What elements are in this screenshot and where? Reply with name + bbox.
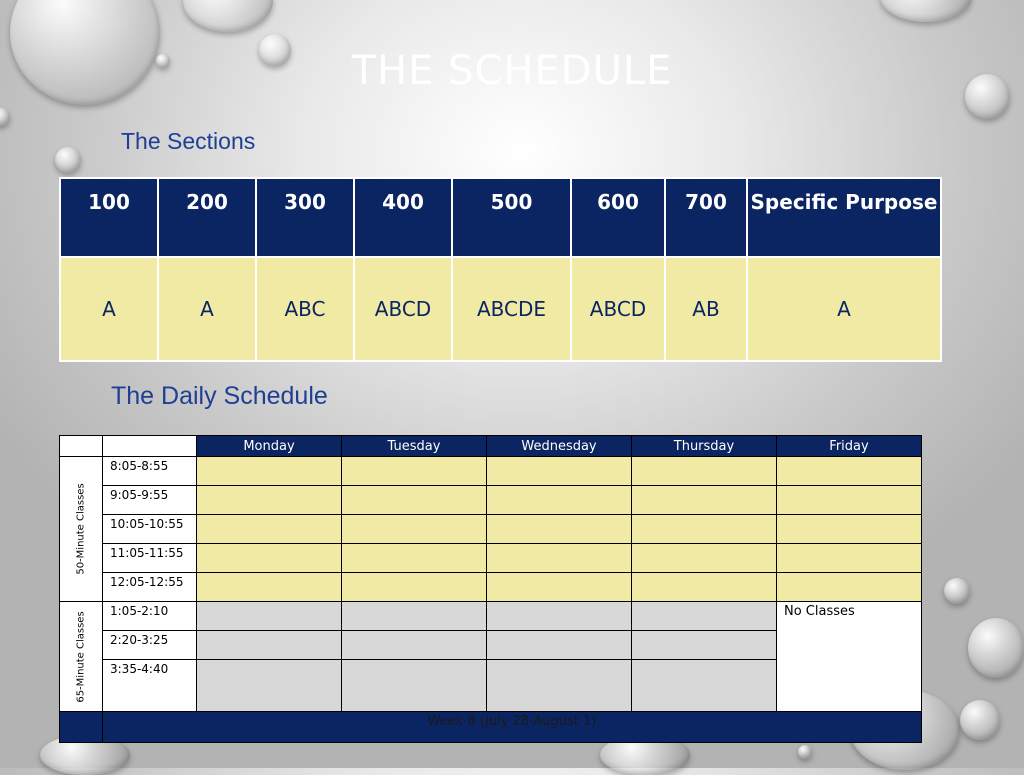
- water-drop-decoration: [183, 0, 273, 32]
- water-drop-decoration: [0, 108, 10, 126]
- schedule-cell: [777, 544, 922, 573]
- water-drop-decoration: [880, 0, 972, 22]
- section-value-cell: A: [158, 257, 256, 361]
- schedule-cell: [197, 602, 342, 631]
- footer-corner-cell: [60, 712, 103, 743]
- schedule-cell: [777, 573, 922, 602]
- schedule-cell: [632, 573, 777, 602]
- time-slot: 3:35-4:40: [103, 660, 197, 712]
- schedule-cell: [197, 515, 342, 544]
- section-value-cell: AB: [665, 257, 747, 361]
- time-slot: 9:05-9:55: [103, 486, 197, 515]
- schedule-cell: [777, 457, 922, 486]
- schedule-cell: [342, 457, 487, 486]
- schedule-cell: [197, 457, 342, 486]
- water-drop-decoration: [944, 578, 970, 604]
- time-slot: 12:05-12:55: [103, 573, 197, 602]
- day-header-tuesday: Tuesday: [342, 436, 487, 457]
- table-row: [60, 515, 922, 544]
- group-label-65-minute: [60, 602, 103, 712]
- sections-table: [59, 177, 942, 362]
- schedule-cell: [632, 631, 777, 660]
- table-row: [60, 544, 922, 573]
- sections-value-row: [60, 257, 941, 361]
- table-row: [60, 486, 922, 515]
- section-value-cell: ABC: [256, 257, 354, 361]
- schedule-cell: [342, 515, 487, 544]
- schedule-cell: [197, 631, 342, 660]
- schedule-cell: [197, 486, 342, 515]
- section-header-cell: 600: [571, 178, 665, 257]
- section-value-cell: ABCD: [354, 257, 452, 361]
- day-header-thursday: Thursday: [632, 436, 777, 457]
- schedule-cell: [777, 486, 922, 515]
- day-header-friday: Friday: [777, 436, 922, 457]
- group-label-50-minute: [60, 457, 103, 602]
- schedule-cell: [487, 660, 632, 712]
- water-drop-decoration: [968, 618, 1024, 678]
- section-header-cell: 400: [354, 178, 452, 257]
- week-footer: Week 8 (July 28-August 1): [103, 712, 922, 743]
- water-drop-decoration: [960, 700, 1000, 740]
- section-value-cell: A: [60, 257, 158, 361]
- schedule-cell: [487, 457, 632, 486]
- table-row: [60, 573, 922, 602]
- corner-cell: [103, 436, 197, 457]
- section-header-cell: 500: [452, 178, 571, 257]
- time-slot: 1:05-2:10: [103, 602, 197, 631]
- schedule-cell: [342, 631, 487, 660]
- time-slot: 8:05-8:55: [103, 457, 197, 486]
- time-slot: 2:20-3:25: [103, 631, 197, 660]
- group-label-text: 50-Minute Classes: [75, 483, 87, 575]
- sections-header-row: [60, 178, 941, 257]
- corner-cell: [60, 436, 103, 457]
- day-header-row: [60, 436, 922, 457]
- time-slot: 11:05-11:55: [103, 544, 197, 573]
- schedule-cell: [342, 602, 487, 631]
- schedule-cell: [342, 486, 487, 515]
- schedule-cell: [197, 660, 342, 712]
- schedule-cell: [197, 544, 342, 573]
- table-row: [60, 602, 922, 631]
- sections-heading: The Sections: [121, 128, 256, 154]
- schedule-cell: [632, 602, 777, 631]
- section-value-cell: A: [747, 257, 941, 361]
- schedule-cell: [487, 602, 632, 631]
- section-header-cell: 100: [60, 178, 158, 257]
- schedule-cell: [777, 515, 922, 544]
- schedule-cell: [487, 515, 632, 544]
- schedule-cell: [487, 573, 632, 602]
- day-header-monday: Monday: [197, 436, 342, 457]
- page-title: THE SCHEDULE: [351, 48, 673, 94]
- schedule-cell: [632, 544, 777, 573]
- section-header-cell: 700: [665, 178, 747, 257]
- schedule-cell: [632, 660, 777, 712]
- schedule-cell: [632, 457, 777, 486]
- footer-row: [60, 712, 922, 743]
- section-value-cell: ABCD: [571, 257, 665, 361]
- schedule-cell: [487, 631, 632, 660]
- table-row: [60, 457, 922, 486]
- section-value-cell: ABCDE: [452, 257, 571, 361]
- section-header-cell: 300: [256, 178, 354, 257]
- schedule-cell: [487, 544, 632, 573]
- section-header-cell: 200: [158, 178, 256, 257]
- schedule-cell: [342, 660, 487, 712]
- schedule-cell: [632, 486, 777, 515]
- schedule-cell: [342, 544, 487, 573]
- day-header-wednesday: Wednesday: [487, 436, 632, 457]
- time-slot: 10:05-10:55: [103, 515, 197, 544]
- daily-schedule-heading: The Daily Schedule: [111, 382, 328, 410]
- water-drop-decoration: [55, 147, 81, 173]
- daily-schedule-table: [59, 435, 922, 743]
- schedule-cell: [632, 515, 777, 544]
- schedule-cell: [197, 573, 342, 602]
- schedule-cell: [487, 486, 632, 515]
- section-header-cell: Specific Purpose: [747, 178, 941, 257]
- no-classes-cell: No Classes: [777, 602, 922, 712]
- schedule-cell: [342, 573, 487, 602]
- water-drop-decoration: [798, 745, 812, 759]
- group-label-text: 65-Minute Classes: [75, 610, 87, 703]
